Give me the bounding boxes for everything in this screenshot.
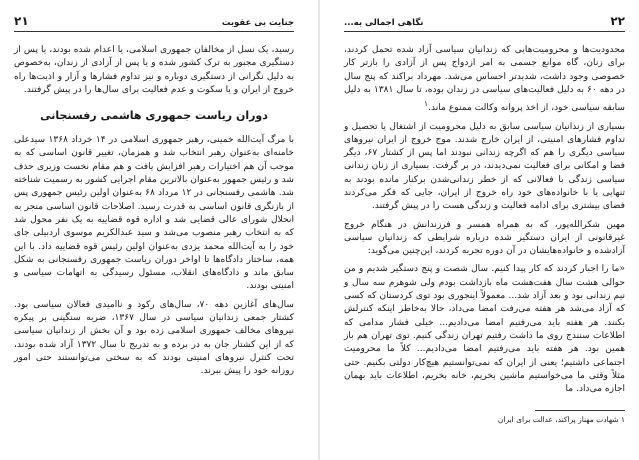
right-paragraph-2: بسیاری از زندانیان سیاسی سابق به دلیل محرومیت از اشتغال یا تحصیل و تداوم فشارهای امنیتی، از ایران خارج شدند. موج خروج از ایران نیروهای سیاسی دیگری را هم که اگرچه زندانی نبودند اما پس از کشتار ۶۷، دیگر فضا و امکانی برای فعالیت نمی‌دیدند، در بر گرفت. بسیاری از زنان زندانی سیاسی زندگی با فعالانی که از خطر زندانی‌شدن برکنار مانده بودند به تنهایی یا با خانواده‌های خود راه خروج از ایران، جایی که فکر می‌کردند فضای بیشتری برای ادامه فعالیت و زندگی هست را در پیش گرفتند.	[344, 121, 625, 212]
testimony-quote: «ما را اجبار کردند که کار پیدا کنیم. سال شصت و پنج دستگیر شدیم و من حوالی هشت سال هفت‌هشت ماه بازداشت بودم ولی شوهرم سه سال و نیم زندانی بود و بعد آزاد شد... معمولاً اینجوری بود توی کردستان که کسی که آزاد می‌شد هر هفته می‌رفت امضا می‌داد، حالا به‌خاطر اینکه کنترلش بکنند. هر هفته باید می‌رفتیم امضا می‌دادیم... خیلی فشار مدامی که اطلاعات سنندج روی ما داشت رفتیم تهران زندگی کنیم. توی تهران هم باز همین بود. هر هفته باید می‌رفتیم امضا می‌دادیم... کلاً ما محرومیت اجتماعی داشتیم؛ یعنی از ایران که نمی‌توانستیم هیچ‌کار دولتی بکنیم. حتی مثلاً وقتی ما می‌خواستیم ماشین بخریم، خانه بخریم، اطلاعات باید بهمان اجازه می‌داد. ما	[344, 264, 625, 395]
right-paragraph-1	[344, 44, 625, 116]
left-page-number: ۲۱	[14, 14, 29, 28]
right-page	[320, 0, 639, 460]
footnote-marker: ۱	[424, 99, 429, 109]
footnote-divider	[535, 410, 625, 411]
left-paragraph-1: رسید، یک نسل از مخالفان جمهوری اسلامی، یا اعدام شده بودند، یا پس از دستگیری مجبور به ترک کشور شده و یا پس از آزادی از زندان، به‌خصوص به دلیل نگرانی از دستگیری دوباره و نیز تداوم فشارها و آزار و اذیت‌ها راه خروج از ایران و یا سکوت و عدم فعالیت برای سال‌ها را در پیش گرفتند.	[14, 45, 294, 95]
right-page-number: ۲۲	[610, 14, 625, 28]
right-paragraph-1-text: محدودیت‌ها و محرومیت‌هایی که زندانیان سیاسی آزاد شده تحمل کردند، برای زنان، گاه موانع جسمی به امر ازدواج پس از آزادی را بازتر کار خصوصی وجود داشت، شدیدتر احساس می‌شد. مهرداد براکند که پنج سال در دهه ۶۰ به دلیل فعالیت‌های سیاسی در زندان بوده، تا سال ۱۳۸۱ به دلیل سابقه سیاسی خود، از اخذ پروانه وکالت ممنوع ماند.	[344, 45, 625, 114]
right-page-header	[344, 14, 625, 32]
left-page	[0, 0, 318, 460]
right-header-title: نگاهی اجمالی به...	[344, 18, 424, 28]
footnote: ۱ شهادت مهناز پراکند، عدالت برای ایران	[497, 415, 625, 425]
left-paragraph-3: سال‌های آغازین دهه ۷۰، سال‌های رکود و ناامیدی فعالان سیاسی بود. کشتار جمعی زندانیان سیاسی در سال ۱۳۶۷، ضربه سنگینی بر پیکره نیروهای مخالف جمهوری اسلامی زده بود و آن بخش از زندانیان سیاسی که از این کشتار جان به در برده و به تدریج تا سال ۱۳۷۲ آزاد شده بودند، تحت کنترل نیروهای امنیتی بودند که به سختی می‌توانستند حتی امور روزانه خود را پیش ببرند.	[14, 299, 294, 377]
left-page-header	[14, 14, 294, 32]
left-paragraph-2: با مرگ آیت‌الله خمینی، رهبر جمهوری اسلامی در ۱۴ خرداد ۱۳۶۸ سیدعلی خامنه‌ای به‌عنوان رهبر انتخاب شد و همزمان، تغییر قانون اساسی که به موجب آن هم اختیارات رهبر افزایش یافت و هم مقام نخست وزیری حذف شد و رئیس جمهور به‌عنوان بالاترین مقام اجرایی کشور به رسمیت شناخته شد. هاشمی رفسنجانی در ۱۲ مرداد ۶۸ به‌عنوان اولین رئیس جمهوری پس از بازنگری قانون اساسی به قدرت رسید. اصلاحات قانون اساسی منجر به انحلال شورای عالی قضایی شد و اداره قوه قضاییه به یک نفر محول شد که به انتخاب رهبر منصوب می‌شد و سید عبدالکریم موسوی اردبیلی جای خود را به آیت‌الله محمد یزدی به‌عنوان اولین رئیس قوه قضاییه داد. با این همه، ساختار دادگاه‌ها تا اواخر دوران ریاست جمهوری رفسنجانی به شکل سابق ماند و دادگاه‌های انقلاب، مسئول رسیدگی به اتهامات سیاسی و امنیتی بودند.	[14, 135, 295, 292]
left-header-title: جنایت بی عقوبت	[221, 18, 294, 28]
right-paragraph-3: مهین شکرالله‌پور، که به همراه همسر و فرزندانش در هنگام خروج غیرقانونی از ایران دستگیر شده درباره شرایطی که زندانیان سیاسی آزادشده و خانواده‌هایشان در آن دوره تجربه کردند، این‌چنین می‌گوید:	[344, 219, 625, 257]
section-title: دوران ریاست جمهوری هاشمی رفسنجانی	[40, 109, 268, 123]
